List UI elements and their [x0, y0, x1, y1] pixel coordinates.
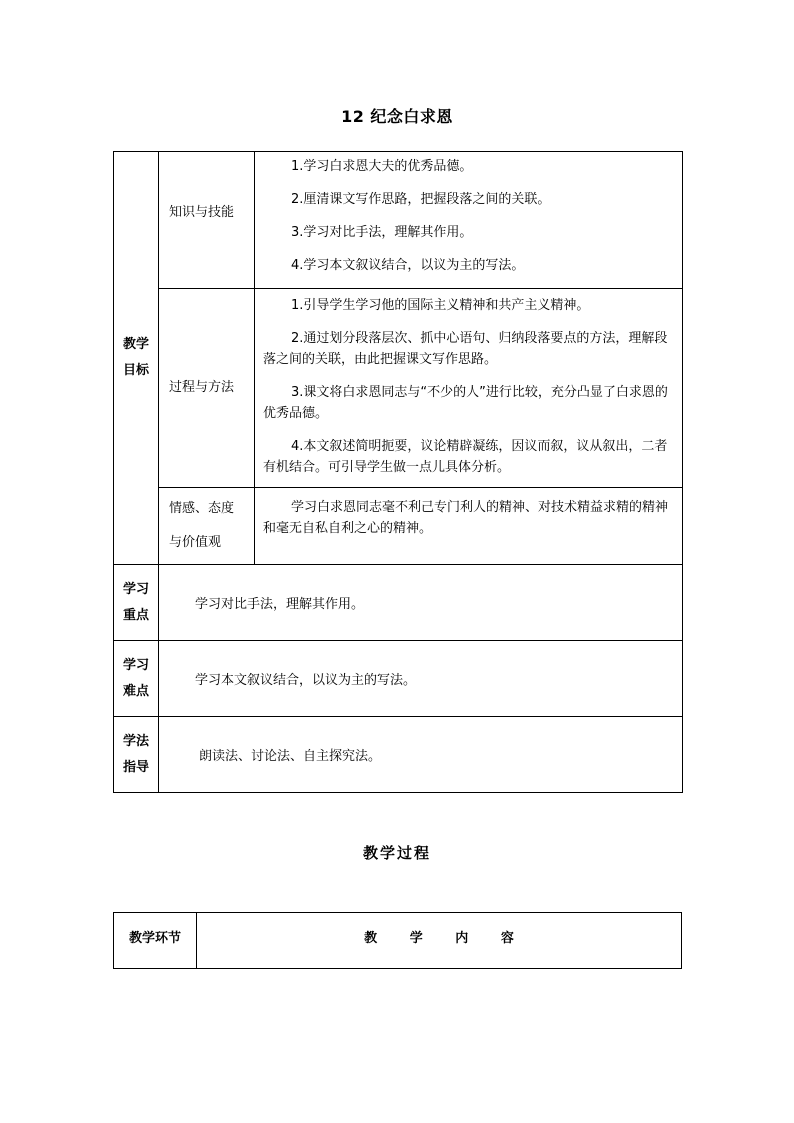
knowledge-content	[255, 152, 683, 289]
stage-header: 教学环节	[114, 913, 197, 969]
content-header-char: 内	[455, 931, 469, 946]
objectives-table	[113, 151, 683, 793]
process-item: 3.课文将白求恩同志与“不少的人”进行比较，充分凸显了白求恩的优秀品德。	[263, 385, 668, 421]
process-content	[255, 289, 683, 488]
emotion-label-line-2: 与价值观	[169, 535, 222, 550]
emotion-label-line-1: 情感、态度	[169, 501, 235, 516]
key-points-line-2: 重点	[122, 607, 149, 623]
knowledge-item: 3.学习对比手法，理解其作用。	[291, 225, 473, 240]
difficulties-text: 学习本文叙议结合，以议为主的写法。	[159, 641, 683, 717]
page-title: 12 纪念白求恩	[341, 107, 453, 126]
process-item: 4.本文叙述简明扼要，议论精辟凝练，因议而叙，议从叙出，二者有机结合。可引导学生做一点儿具体分析。	[263, 439, 668, 475]
difficulties-category	[114, 641, 159, 717]
process-item: 1.引导学生学习他的国际主义精神和共产主义精神。	[291, 298, 590, 313]
process-label: 过程与方法	[159, 289, 255, 488]
knowledge-item: 2.厘清课文写作思路，把握段落之间的关联。	[291, 192, 551, 207]
knowledge-label: 知识与技能	[159, 152, 255, 289]
difficulties-line-2: 难点	[122, 683, 149, 699]
content-header	[197, 913, 682, 969]
category-line-2: 目标	[122, 363, 149, 378]
method-line-1: 学法	[122, 733, 149, 749]
key-points-text: 学习对比手法，理解其作用。	[159, 565, 683, 641]
section-title: 教学过程	[362, 844, 431, 862]
teaching-process-table	[113, 912, 682, 969]
knowledge-item: 4.学习本文叙议结合，以议为主的写法。	[291, 258, 525, 273]
content-header-char: 容	[500, 931, 514, 946]
content-header-char: 学	[409, 931, 423, 946]
difficulties-line-1: 学习	[122, 657, 149, 673]
emotion-content	[255, 488, 683, 565]
emotion-label	[159, 488, 255, 565]
emotion-text: 学习白求恩同志毫不利己专门利人的精神、对技术精益求精的精神和毫无自私自利之心的精神。	[263, 500, 669, 536]
category-line-1: 教学	[122, 337, 149, 352]
method-line-2: 指导	[122, 759, 149, 775]
key-points-line-1: 学习	[122, 581, 149, 597]
method-category	[114, 717, 159, 793]
content-header-char: 教	[364, 931, 378, 946]
objectives-category	[114, 152, 159, 565]
process-item: 2.通过划分段落层次、抓中心语句、归纳段落要点的方法，理解段落之间的关联，由此把握课文写作思路。	[263, 331, 668, 367]
key-points-category	[114, 565, 159, 641]
method-text: 朗读法、讨论法、自主探究法。	[159, 717, 683, 793]
knowledge-item: 1.学习白求恩大夫的优秀品德。	[291, 159, 473, 174]
